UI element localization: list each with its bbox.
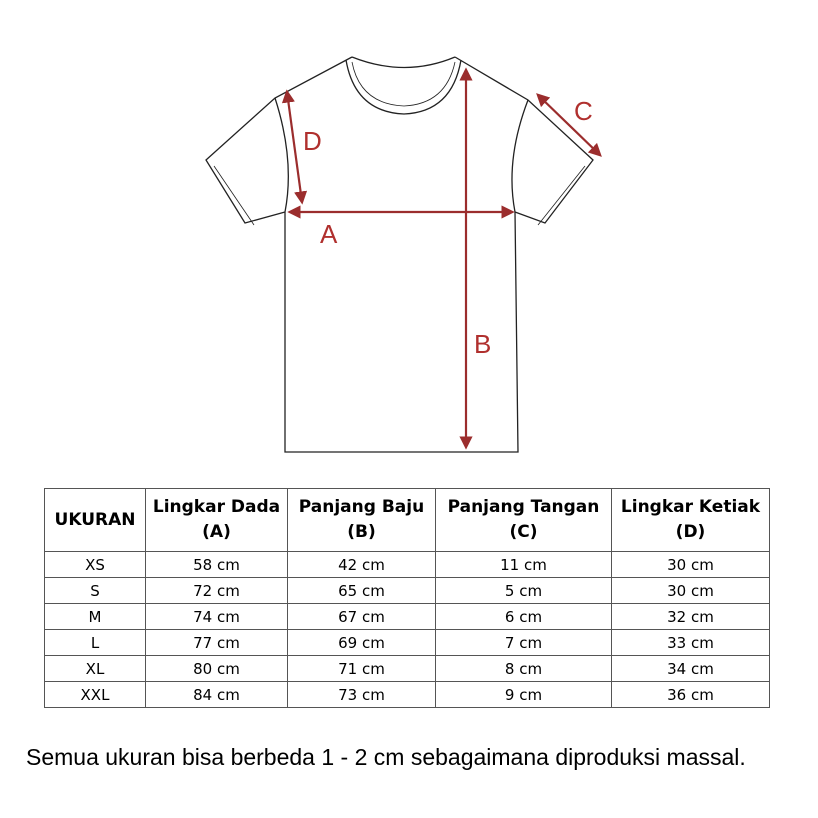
cell-sleeve: 11 cm (436, 552, 612, 578)
table-row (45, 552, 770, 578)
cell-length: 69 cm (288, 630, 436, 656)
label-c: C (574, 96, 593, 126)
cell-chest: 58 cm (146, 552, 288, 578)
cell-size: S (45, 578, 146, 604)
cell-length: 67 cm (288, 604, 436, 630)
cell-length: 73 cm (288, 682, 436, 708)
cell-length: 65 cm (288, 578, 436, 604)
cell-chest: 72 cm (146, 578, 288, 604)
header-panjang-tangan: Panjang Tangan (C) (436, 489, 612, 552)
cell-size: XL (45, 656, 146, 682)
cell-length: 71 cm (288, 656, 436, 682)
label-d: D (303, 126, 322, 156)
header-lingkar-ketiak: Lingkar Ketiak (D) (612, 489, 770, 552)
label-b: B (474, 329, 492, 359)
table-row (45, 656, 770, 682)
cell-size: XXL (45, 682, 146, 708)
cell-armhole: 32 cm (612, 604, 770, 630)
table-row (45, 604, 770, 630)
header-ukuran: UKURAN (45, 489, 146, 552)
cell-chest: 77 cm (146, 630, 288, 656)
cell-chest: 74 cm (146, 604, 288, 630)
table-row (45, 578, 770, 604)
measurement-arrows (287, 70, 600, 447)
size-table (44, 488, 770, 708)
label-a: A (320, 219, 338, 249)
cell-sleeve: 8 cm (436, 656, 612, 682)
cell-armhole: 33 cm (612, 630, 770, 656)
cell-size: M (45, 604, 146, 630)
arrow-d (287, 92, 302, 202)
cell-armhole: 36 cm (612, 682, 770, 708)
cell-armhole: 34 cm (612, 656, 770, 682)
table-row (45, 682, 770, 708)
cell-size: L (45, 630, 146, 656)
cell-armhole: 30 cm (612, 552, 770, 578)
cell-armhole: 30 cm (612, 578, 770, 604)
table-row (45, 630, 770, 656)
cell-chest: 80 cm (146, 656, 288, 682)
cell-size: XS (45, 552, 146, 578)
table-header-row (45, 489, 770, 552)
cell-sleeve: 5 cm (436, 578, 612, 604)
cell-sleeve: 6 cm (436, 604, 612, 630)
cell-length: 42 cm (288, 552, 436, 578)
size-disclaimer-note: Semua ukuran bisa berbeda 1 - 2 cm sebagaimana diproduksi massal. (26, 744, 746, 770)
cell-chest: 84 cm (146, 682, 288, 708)
tshirt-outline (206, 57, 593, 452)
cell-sleeve: 9 cm (436, 682, 612, 708)
header-panjang-baju: Panjang Baju (B) (288, 489, 436, 552)
cell-sleeve: 7 cm (436, 630, 612, 656)
header-lingkar-dada: Lingkar Dada (A) (146, 489, 288, 552)
